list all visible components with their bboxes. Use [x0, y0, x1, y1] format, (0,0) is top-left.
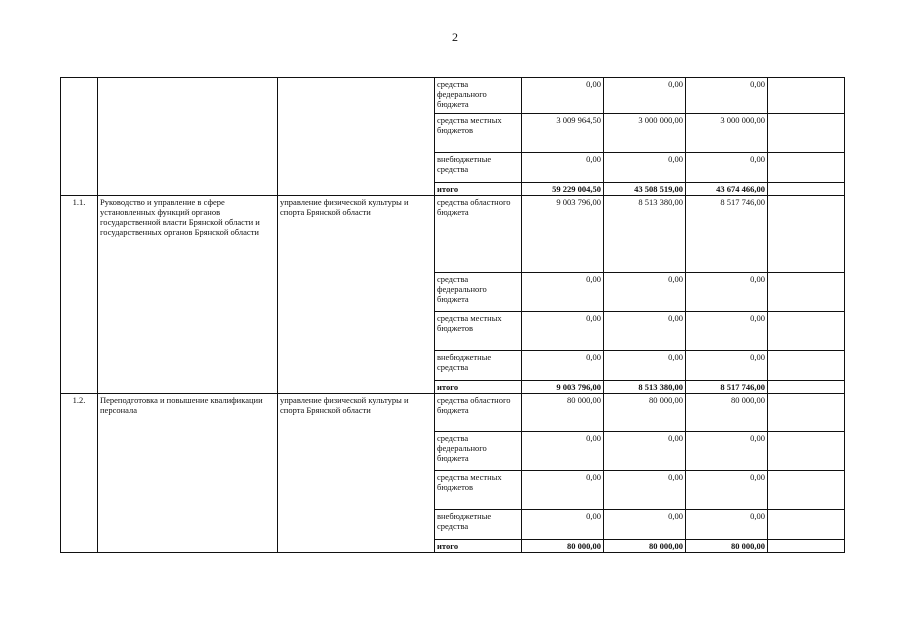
- amount-v2: 0,00: [604, 471, 686, 510]
- funding-source: средства федерального бюджета: [435, 78, 522, 114]
- item-executor: [278, 78, 435, 196]
- amount-v1: 0,00: [522, 78, 604, 114]
- amount-v2: 0,00: [604, 78, 686, 114]
- amount-v3: 0,00: [686, 471, 768, 510]
- amount-v3: 0,00: [686, 312, 768, 351]
- funding-source: внебюджетные средства: [435, 351, 522, 381]
- amount-v3: 0,00: [686, 78, 768, 114]
- empty-cell: [768, 432, 845, 471]
- funding-source: средства областного бюджета: [435, 394, 522, 432]
- amount-v2: 43 508 519,00: [604, 183, 686, 196]
- amount-v1: 9 003 796,00: [522, 381, 604, 394]
- empty-cell: [768, 394, 845, 432]
- funding-source: средства местных бюджетов: [435, 312, 522, 351]
- item-name: Руководство и управление в сфере установленных функций органов государственной власти Брянской области и государственных органов Брянской области: [98, 196, 278, 394]
- empty-cell: [768, 540, 845, 553]
- amount-v1: 80 000,00: [522, 540, 604, 553]
- funding-source: внебюджетные средства: [435, 153, 522, 183]
- item-code: [61, 78, 98, 196]
- budget-table: [60, 77, 845, 553]
- amount-v2: 0,00: [604, 312, 686, 351]
- amount-v2: 0,00: [604, 432, 686, 471]
- empty-cell: [768, 78, 845, 114]
- amount-v2: 0,00: [604, 510, 686, 540]
- empty-cell: [768, 312, 845, 351]
- funding-source: средства федерального бюджета: [435, 432, 522, 471]
- funding-source: итого: [435, 183, 522, 196]
- funding-source: средства местных бюджетов: [435, 471, 522, 510]
- empty-cell: [768, 153, 845, 183]
- empty-cell: [768, 196, 845, 273]
- empty-cell: [768, 273, 845, 312]
- funding-source: итого: [435, 381, 522, 394]
- amount-v3: 0,00: [686, 432, 768, 471]
- page-number: 2: [452, 30, 458, 44]
- amount-v1: 59 229 004,50: [522, 183, 604, 196]
- amount-v2: 80 000,00: [604, 540, 686, 553]
- item-code: 1.1.: [61, 196, 98, 394]
- amount-v1: 0,00: [522, 471, 604, 510]
- amount-v3: 80 000,00: [686, 540, 768, 553]
- amount-v1: 3 009 964,50: [522, 114, 604, 153]
- funding-source: средства областного бюджета: [435, 196, 522, 273]
- amount-v1: 0,00: [522, 432, 604, 471]
- empty-cell: [768, 183, 845, 196]
- funding-source: итого: [435, 540, 522, 553]
- empty-cell: [768, 510, 845, 540]
- amount-v2: 8 513 380,00: [604, 196, 686, 273]
- table-body: [61, 78, 845, 553]
- amount-v3: 3 000 000,00: [686, 114, 768, 153]
- empty-cell: [768, 351, 845, 381]
- table-row: [61, 394, 845, 432]
- amount-v1: 0,00: [522, 273, 604, 312]
- table-row: [61, 78, 845, 114]
- amount-v3: 8 517 746,00: [686, 196, 768, 273]
- table-row: [61, 196, 845, 273]
- amount-v1: 9 003 796,00: [522, 196, 604, 273]
- amount-v1: 0,00: [522, 312, 604, 351]
- amount-v1: 0,00: [522, 153, 604, 183]
- amount-v2: 3 000 000,00: [604, 114, 686, 153]
- item-code: 1.2.: [61, 394, 98, 553]
- amount-v3: 0,00: [686, 351, 768, 381]
- amount-v2: 8 513 380,00: [604, 381, 686, 394]
- empty-cell: [768, 381, 845, 394]
- amount-v2: 0,00: [604, 351, 686, 381]
- item-name: [98, 78, 278, 196]
- amount-v3: 80 000,00: [686, 394, 768, 432]
- amount-v3: 43 674 466,00: [686, 183, 768, 196]
- funding-source: внебюджетные средства: [435, 510, 522, 540]
- amount-v1: 0,00: [522, 351, 604, 381]
- funding-source: средства федерального бюджета: [435, 273, 522, 312]
- amount-v2: 0,00: [604, 153, 686, 183]
- funding-source: средства местных бюджетов: [435, 114, 522, 153]
- item-name: Переподготовка и повышение квалификации персонала: [98, 394, 278, 553]
- amount-v3: 0,00: [686, 153, 768, 183]
- amount-v1: 80 000,00: [522, 394, 604, 432]
- item-executor: управление физической культуры и спорта Брянской области: [278, 196, 435, 394]
- amount-v2: 0,00: [604, 273, 686, 312]
- empty-cell: [768, 471, 845, 510]
- item-executor: управление физической культуры и спорта Брянской области: [278, 394, 435, 553]
- amount-v3: 0,00: [686, 273, 768, 312]
- amount-v3: 8 517 746,00: [686, 381, 768, 394]
- amount-v3: 0,00: [686, 510, 768, 540]
- empty-cell: [768, 114, 845, 153]
- amount-v2: 80 000,00: [604, 394, 686, 432]
- amount-v1: 0,00: [522, 510, 604, 540]
